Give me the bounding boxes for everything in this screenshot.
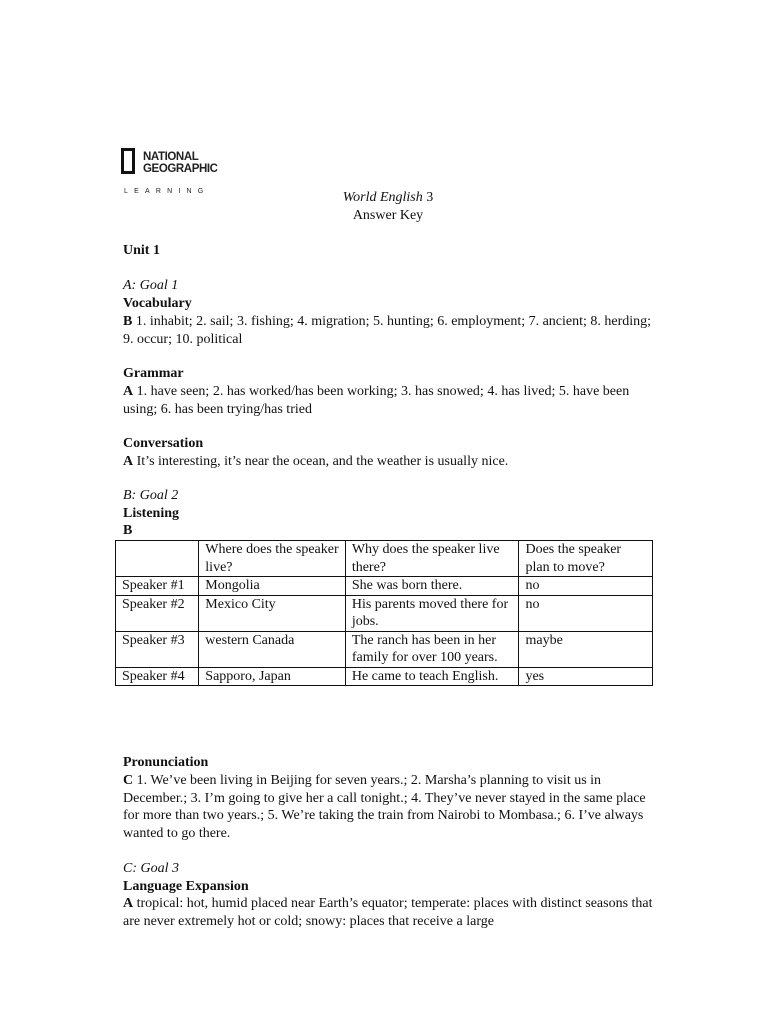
document-title: World English 3 xyxy=(342,190,434,205)
table-row xyxy=(116,667,653,686)
document-subtitle: Answer Key xyxy=(352,208,424,223)
table-row xyxy=(116,577,653,596)
logo-wordmark: NATIONAL GEOGRAPHIC xyxy=(143,151,218,175)
table-cell: Speaker #3 xyxy=(116,631,199,667)
table-cell: Speaker #4 xyxy=(116,667,199,686)
table-header-cell xyxy=(116,541,199,577)
pronunciation-heading: Pronunciation xyxy=(123,755,209,770)
goal-b-heading: B: Goal 2 xyxy=(123,488,179,503)
table-cell: His parents moved there for jobs. xyxy=(345,595,519,631)
table-row xyxy=(116,631,653,667)
vocabulary-answers: B 1. inhabit; 2. sail; 3. fishing; 4. migration; 5. hunting; 6. employment; 7. ancient; 8. herding; 9. occur; 10. political xyxy=(123,314,652,347)
table-cell: Sapporo, Japan xyxy=(199,667,346,686)
conversation-heading: Conversation xyxy=(123,436,204,451)
table-row xyxy=(116,595,653,631)
table-cell: yes xyxy=(519,667,653,686)
table-cell: He came to teach English. xyxy=(345,667,519,686)
pronunciation-answers: C 1. We’ve been living in Beijing for seven years.; 2. Marsha’s planning to visit us in December.; 3. I’m going to give her a call tonight.; 4. They’ve never stayed in the same place for more than two years.; 5. We’re taking the train from Nairobi to Mombasa.; 6. I’ve always wanted to go there. xyxy=(123,773,646,841)
table-cell: Speaker #2 xyxy=(116,595,199,631)
table-cell: Mexico City xyxy=(199,595,346,631)
table-cell: no xyxy=(519,595,653,631)
listening-part-letter: B xyxy=(123,523,133,538)
vocabulary-heading: Vocabulary xyxy=(123,296,192,311)
logo-learning: LEARNING xyxy=(124,188,210,195)
conversation-answer: A It’s interesting, it’s near the ocean, and the weather is usually nice. xyxy=(123,454,509,469)
goal-a-heading: A: Goal 1 xyxy=(123,278,179,293)
table-cell: Speaker #1 xyxy=(116,577,199,596)
language-expansion-heading: Language Expansion xyxy=(123,879,249,894)
table-cell: The ranch has been in her family for over 100 years. xyxy=(345,631,519,667)
logo-frame-icon xyxy=(121,148,135,174)
table-header-cell: Where does the speaker live? xyxy=(199,541,346,577)
language-expansion-answers: A tropical: hot, humid placed near Earth’s equator; temperate: places with distinct seasons that are never extremely hot or cold; snowy: places that receive a large xyxy=(123,896,653,929)
grammar-answers: A 1. have seen; 2. has worked/has been working; 3. has snowed; 4. has lived; 5. have been using; 6. has been trying/has tried xyxy=(123,384,630,417)
listening-heading: Listening xyxy=(123,506,180,521)
grammar-heading: Grammar xyxy=(123,366,184,381)
table-header-cell: Does the speaker plan to move? xyxy=(519,541,653,577)
goal-c-heading: C: Goal 3 xyxy=(123,861,179,876)
table-cell: She was born there. xyxy=(345,577,519,596)
unit-heading: Unit 1 xyxy=(123,243,160,258)
table-header-row xyxy=(116,541,653,577)
table-cell: western Canada xyxy=(199,631,346,667)
listening-table xyxy=(115,540,653,686)
national-geographic-logo xyxy=(121,148,231,195)
table-cell: no xyxy=(519,577,653,596)
table-cell: Mongolia xyxy=(199,577,346,596)
table-header-cell: Why does the speaker live there? xyxy=(345,541,519,577)
table-cell: maybe xyxy=(519,631,653,667)
